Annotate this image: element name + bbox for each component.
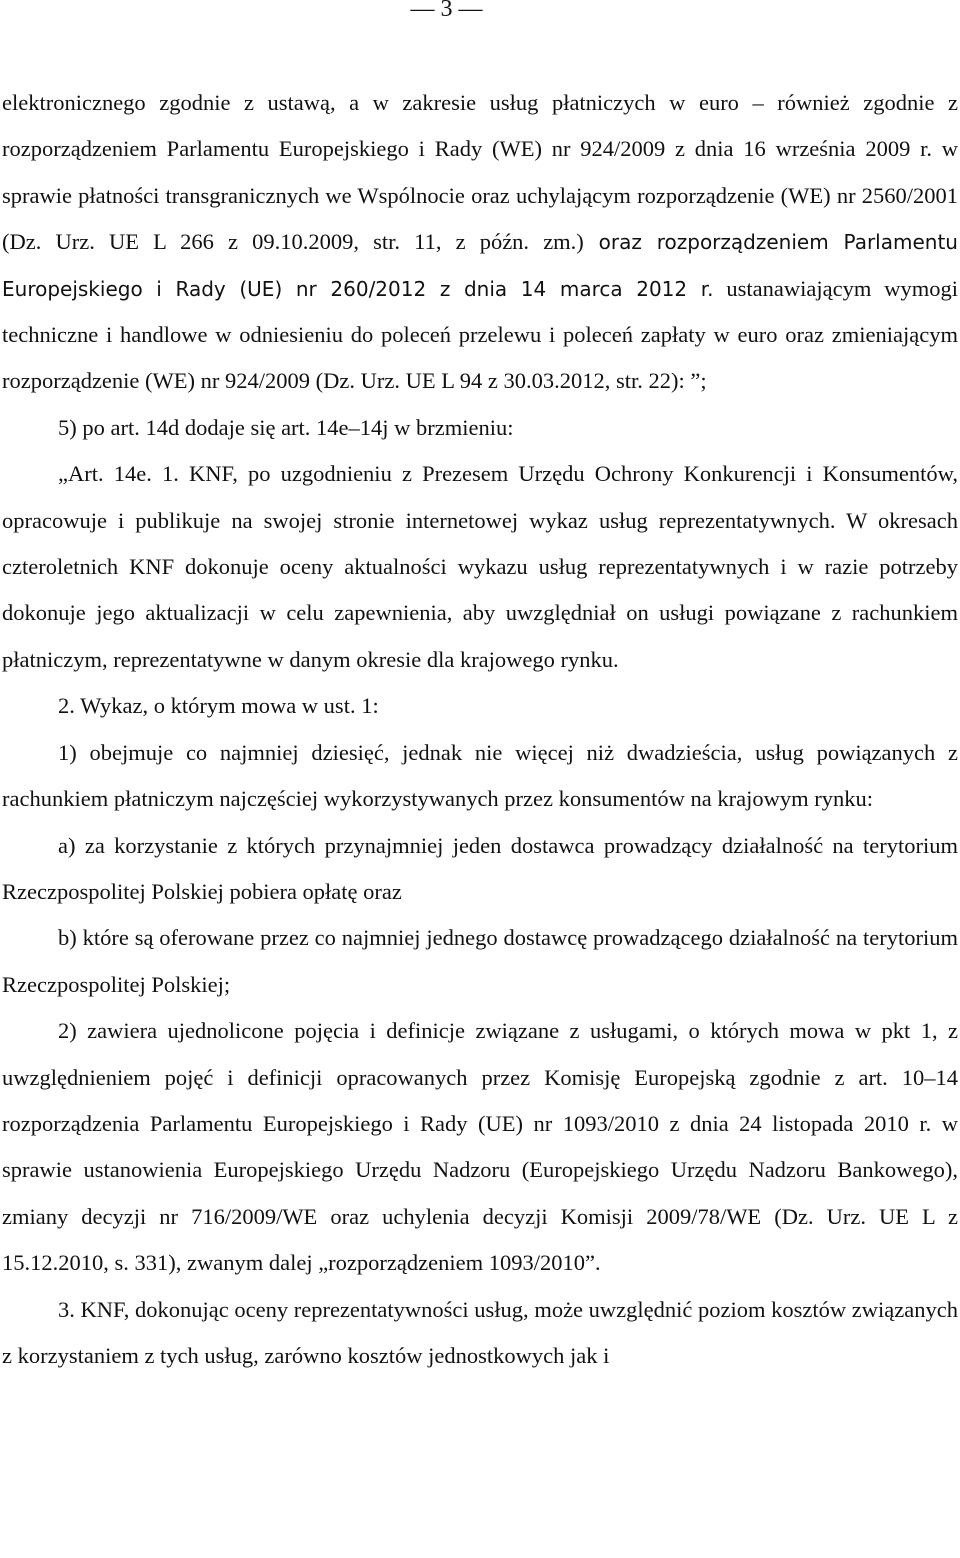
point-1-letter-b: b) które są oferowane przez co najmniej jednego dostawcę prowadzącego działalność na terytorium Rzeczpospolitej Polskiej;	[2, 925, 958, 997]
article-text: KNF, po uzgodnieniu z Prezesem Urzędu Ochrony Konkurencji i Konsumentów, opracowuje i publikuje na swojej stronie internetowej wykaz usług reprezentatywnych. W okresach czteroletnich KNF dokonuje oceny aktualności wykazu usług reprezentatywnych i w razie potrzeby dokonuje jego aktualizacji w celu zapewnienia, aby uwzględniał on usługi powiązane z rachunkiem płatniczym, reprezentatywne w danym okresie dla krajowego rynku.	[2, 461, 958, 672]
amendment-item-5: 5) po art. 14d dodaje się art. 14e–14j w brzmieniu:	[58, 414, 514, 440]
point-1: 1) obejmuje co najmniej dziesięć, jednak nie więcej niż dwadzieścia, usług powiązanych z rachunkiem płatniczym najczęściej wykorzystywanych przez konsumentów na krajowym rynku:	[2, 739, 958, 812]
document-body	[2, 80, 958, 1379]
article-14e-paragraph-3: 3. KNF, dokonując oceny reprezentatywności usług, może uwzględnić poziom kosztów związanych z korzystaniem z tych usług, zarówno kosztów jednostkowych jak i	[2, 1296, 958, 1368]
page-number: — 3 —	[410, 0, 483, 22]
article-14e-paragraph-2: 2. Wykaz, o którym mowa w ust. 1:	[58, 693, 379, 719]
paragraph-text-serif: elektronicznego zgodnie z ustawą, a w zakresie usług płatniczych w euro – również zgodnie z rozporządzeniem Parlamentu Europejskiego i Rady (WE) nr 924/2009 z dnia 16 września 2009 r. w sprawie płatności transgranicznych we Wspólnocie oraz uchylającym rozporządzenie (WE) nr 2560/2001 (Dz. Urz. UE L 266 z 09.10.2009, str. 11, z późn. zm.)	[2, 90, 958, 255]
paragraph-text-sans: oraz rozporządzeniem Parlamentu Europejskiego i Rady (UE) nr 260/2012 z dnia 14 marca 2012 r.	[2, 230, 958, 301]
article-heading: „Art. 14e. 1.	[58, 461, 179, 487]
point-1-letter-a: a) za korzystanie z których przynajmniej jeden dostawca prowadzący działalność na terytorium Rzeczpospolitej Polskiej pobiera opłatę oraz	[2, 832, 958, 904]
article-14e-paragraph-1	[2, 451, 958, 683]
paragraph-text-serif-2: ustanawiającym wymogi techniczne i handlowe w odniesieniu do poleceń przelewu i poleceń zapłaty w euro oraz zmieniającym rozporządzenie (WE) nr 924/2009 (Dz. Urz. UE L 94 z 30.03.2012, str. 22): ”;	[2, 275, 958, 394]
paragraph-continuation	[2, 80, 958, 405]
point-2: 2) zawiera ujednolicone pojęcia i definicje związane z usługami, o których mowa w pkt 1, z uwzględnieniem pojęć i definicji opracowanych przez Komisję Europejską zgodnie z art. 10–14 rozporządzenia Parlamentu Europejskiego i Rady (UE) nr 1093/2010 z dnia 24 listopada 2010 r. w sprawie ustanowienia Europejskiego Urzędu Nadzoru (Europejskiego Urzędu Nadzoru Bankowego), zmiany decyzji nr 716/2009/WE oraz uchylenia decyzji Komisji 2009/78/WE (Dz. Urz. UE L z 15.12.2010, s. 331), zwanym dalej „rozporządzeniem 1093/2010”.	[2, 1018, 958, 1276]
